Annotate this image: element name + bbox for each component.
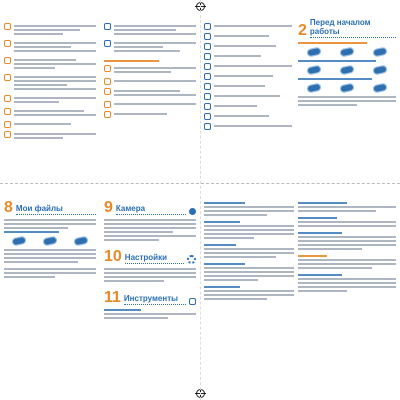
list-item bbox=[204, 53, 292, 60]
bottom-col-3 bbox=[204, 200, 294, 302]
camera-icon bbox=[4, 95, 11, 102]
status-icon bbox=[204, 43, 211, 50]
chapter-heading bbox=[4, 200, 96, 215]
list-item bbox=[104, 88, 196, 98]
list-item bbox=[204, 43, 292, 50]
messages-icon bbox=[4, 23, 11, 30]
tools-icon bbox=[189, 298, 196, 305]
battery-icon bbox=[104, 88, 111, 95]
top-col-1 bbox=[4, 20, 96, 144]
phone-illustration-row bbox=[298, 47, 396, 57]
chapter-title: Настройки bbox=[125, 253, 184, 264]
phone-illustration-row bbox=[4, 236, 96, 246]
list-item bbox=[204, 63, 292, 70]
list-item bbox=[104, 78, 196, 85]
list-item bbox=[204, 33, 292, 40]
bluetooth-icon bbox=[104, 65, 111, 72]
top-col-4 bbox=[298, 18, 396, 108]
chapter-number: 8 bbox=[4, 199, 13, 216]
list-item bbox=[204, 83, 292, 90]
chapter-number: 11 bbox=[104, 289, 121, 306]
music-icon bbox=[4, 108, 11, 115]
list-item bbox=[204, 103, 292, 110]
list-item bbox=[104, 101, 196, 108]
contacts-icon bbox=[4, 74, 11, 81]
chapter-title: Мои файлы bbox=[16, 204, 96, 215]
bottom-col-2 bbox=[104, 200, 196, 321]
chapter-heading bbox=[298, 18, 396, 38]
list-item bbox=[4, 95, 96, 105]
phone-illustration-row bbox=[298, 83, 396, 93]
chapter-title: Инструменты bbox=[124, 294, 186, 305]
chapter-heading bbox=[104, 249, 196, 264]
list-item bbox=[104, 23, 196, 37]
chapter-title: Камера bbox=[116, 204, 186, 215]
phone-icon bbox=[4, 57, 11, 64]
list-item bbox=[4, 121, 96, 128]
list-item bbox=[204, 93, 292, 100]
alarm-icon bbox=[104, 101, 111, 108]
camera-icon bbox=[189, 208, 196, 215]
list-item bbox=[204, 113, 292, 120]
status-icon bbox=[204, 73, 211, 80]
chapter-number: 9 bbox=[104, 199, 113, 216]
list-item bbox=[204, 73, 292, 80]
chapter-heading bbox=[104, 200, 196, 215]
status-icon bbox=[204, 103, 211, 110]
list-item bbox=[104, 111, 196, 118]
chapter-number: 2 bbox=[298, 22, 307, 39]
wifi-icon bbox=[104, 78, 111, 85]
status-icon bbox=[204, 93, 211, 100]
status-icon bbox=[204, 83, 211, 90]
chapter-number: 10 bbox=[104, 248, 122, 265]
document-icon bbox=[104, 40, 111, 47]
status-icon bbox=[204, 23, 211, 30]
list-item bbox=[4, 108, 96, 118]
status-icon bbox=[204, 53, 211, 60]
list-item bbox=[204, 123, 292, 130]
status-icon bbox=[204, 63, 211, 70]
chapter-title: Перед началом работы bbox=[310, 18, 396, 38]
bottom-col-1 bbox=[4, 200, 96, 280]
note-icon bbox=[104, 23, 111, 30]
list-item bbox=[4, 131, 96, 141]
phone-illustration-row bbox=[298, 65, 396, 75]
email-icon bbox=[4, 40, 11, 47]
list-item bbox=[4, 74, 96, 92]
list-item bbox=[104, 40, 196, 54]
list-item bbox=[4, 40, 96, 54]
list-item bbox=[4, 57, 96, 71]
bottom-col-4 bbox=[298, 200, 396, 294]
status-icon bbox=[204, 33, 211, 40]
fold-line-vertical bbox=[200, 0, 201, 400]
clock-icon bbox=[4, 121, 11, 128]
list-item bbox=[4, 23, 96, 37]
signal-icon bbox=[104, 111, 111, 118]
status-icon bbox=[204, 113, 211, 120]
status-icon bbox=[204, 123, 211, 130]
top-col-2 bbox=[104, 20, 196, 121]
settings-icon bbox=[4, 131, 11, 138]
settings-icon bbox=[187, 255, 196, 264]
top-col-3 bbox=[204, 20, 292, 133]
list-item bbox=[104, 65, 196, 75]
chapter-heading bbox=[104, 290, 196, 305]
list-item bbox=[204, 23, 292, 30]
